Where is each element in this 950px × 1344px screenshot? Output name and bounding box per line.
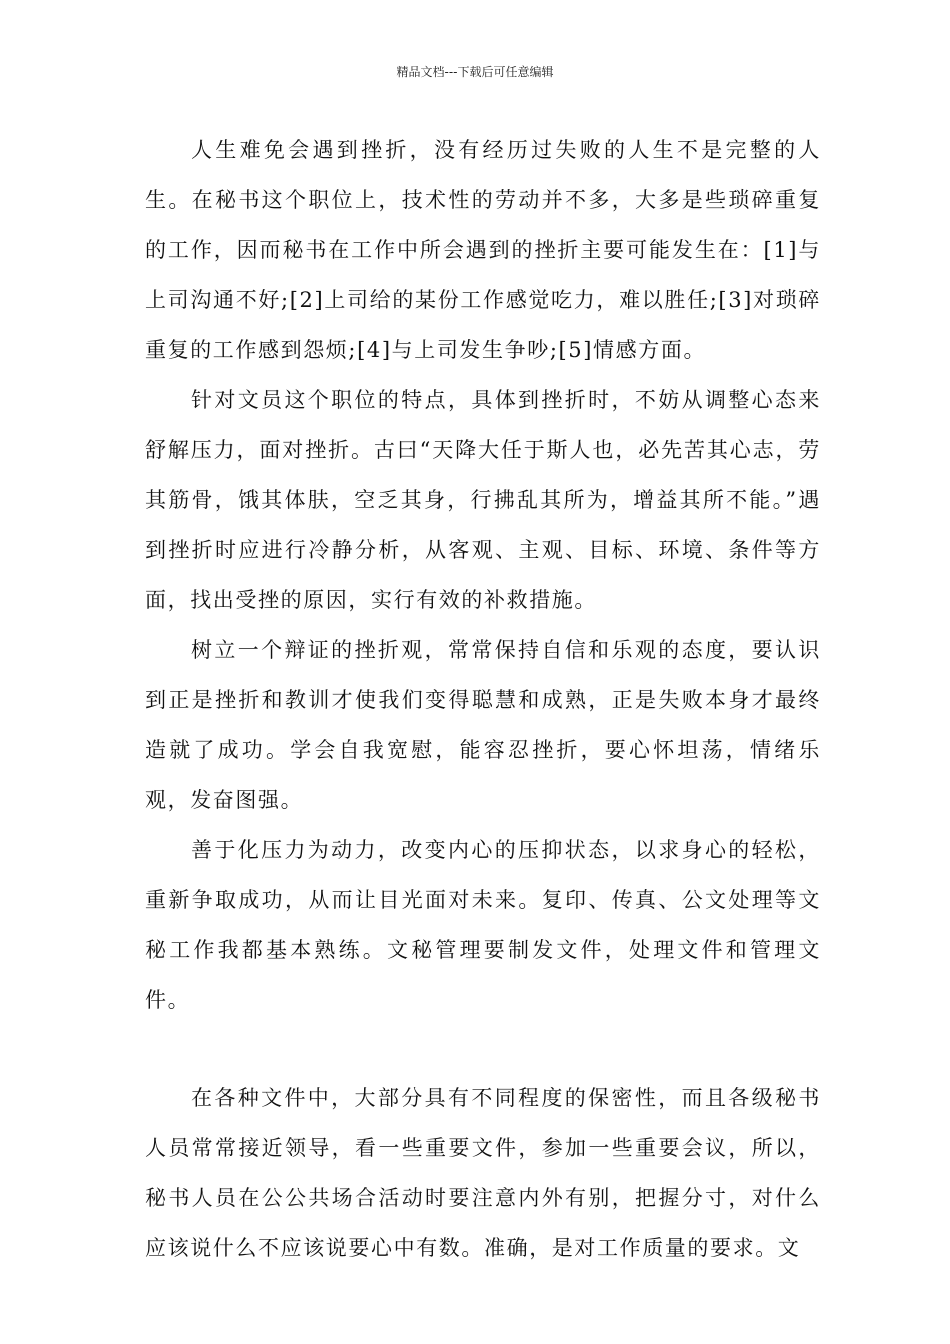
paragraph-spacer	[145, 1025, 821, 1073]
paragraph-1: 人生难免会遇到挫折，没有经历过失败的人生不是完整的人生。在秘书这个职位上，技术性的劳动并不多，大多是些琐碎重复的工作，因而秘书在工作中所会遇到的挫折主要可能发生在：[1]与上司沟通不好;[2]上司给的某份工作感觉吃力，难以胜任;[3]对琐碎重复的工作感到怨烦;[4]与上司发生争吵;[5]情感方面。	[145, 138, 821, 362]
page-header: 精品文档---下载后可任意编辑	[396, 65, 554, 79]
paragraph-3: 树立一个辩证的挫折观，常常保持自信和乐观的态度，要认识到正是挫折和教训才使我们变得聪慧和成熟，正是失败本身才最终造就了成功。学会自我宽慰，能容忍挫折，要心怀坦荡，情绪乐观，发奋图强。	[145, 638, 821, 812]
document-body	[145, 125, 821, 1273]
paragraph-2: 针对文员这个职位的特点，具体到挫折时，不妨从调整心态来舒解压力，面对挫折。古曰“天降大任于斯人也，必先苦其心志，劳其筋骨，饿其体肤，空乏其身，行拂乱其所为，增益其所不能。”遇到挫折时应进行冷静分析，从客观、主观、目标、环境、条件等方面，找出受挫的原因，实行有效的补救措施。	[145, 388, 821, 612]
paragraph-4: 善于化压力为动力，改变内心的压抑状态，以求身心的轻松，重新争取成功，从而让目光面对未来。复印、传真、公文处理等文秘工作我都基本熟练。文秘管理要制发文件，处理文件和管理文件。	[145, 838, 821, 1012]
paragraph-5: 在各种文件中，大部分具有不同程度的保密性，而且各级秘书人员常常接近领导，看一些重要文件，参加一些重要会议，所以，秘书人员在公公共场合活动时要注意内外有别，把握分寸，对什么应该说什么不应该说要心中有数。准确，是对工作质量的要求。文	[145, 1086, 821, 1260]
